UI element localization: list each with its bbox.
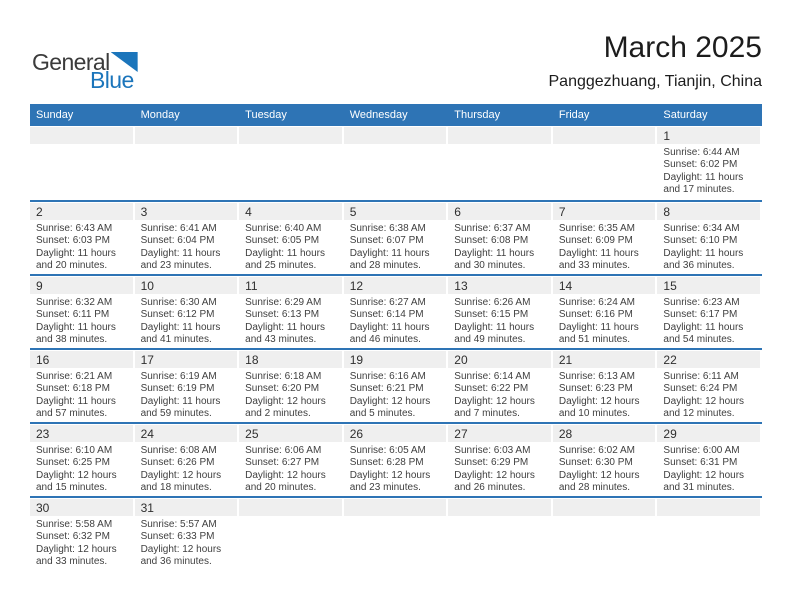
day-details	[30, 294, 135, 347]
day-number	[239, 127, 342, 144]
sunrise-text: Sunrise: 6:19 AM	[140, 371, 217, 382]
day-details	[135, 442, 240, 495]
day-details	[553, 294, 658, 347]
weekday-header: Sunday	[36, 109, 74, 121]
day-number: 4	[239, 203, 342, 220]
sunset-text: Sunset: 6:13 PM	[245, 309, 320, 321]
day-details	[239, 442, 344, 495]
day-number: 14	[553, 277, 656, 294]
day-number	[553, 127, 656, 144]
sunrise-text: Sunrise: 6:27 AM	[349, 297, 426, 308]
day-number	[344, 127, 447, 144]
sunset-text: Sunset: 6:32 PM	[36, 531, 110, 543]
day-cell	[135, 498, 240, 570]
daylight-text: Daylight: 12 hours and 26 minutes.	[454, 469, 535, 494]
day-number: 3	[135, 203, 238, 220]
daylight-text: Daylight: 11 hours and 30 minutes.	[454, 247, 535, 272]
daylight-text: Daylight: 12 hours and 23 minutes.	[349, 469, 431, 494]
sunset-text: Sunset: 6:04 PM	[140, 235, 215, 247]
day-number: 16	[30, 351, 133, 368]
sunrise-text: Sunrise: 5:57 AM	[140, 519, 217, 530]
day-cell	[553, 276, 658, 348]
day-number: 7	[553, 203, 656, 220]
sunset-text: Sunset: 6:33 PM	[140, 531, 215, 543]
sunset-text: Sunset: 6:05 PM	[245, 235, 320, 247]
day-cell	[135, 276, 240, 348]
day-number: 26	[344, 425, 447, 442]
week-row	[30, 200, 762, 274]
sunrise-text: Sunrise: 6:41 AM	[140, 223, 217, 234]
sunset-text: Sunset: 6:25 PM	[36, 457, 110, 469]
day-cell	[30, 276, 135, 348]
day-number: 5	[344, 203, 447, 220]
day-details	[135, 220, 240, 273]
empty-day-cell	[553, 126, 658, 200]
weekday-header: Friday	[558, 109, 590, 121]
empty-day-cell	[448, 126, 553, 200]
location-subtitle: Panggezhuang, Tianjin, China	[548, 73, 762, 90]
sunrise-text: Sunrise: 6:00 AM	[663, 445, 740, 456]
day-number: 28	[553, 425, 656, 442]
day-number	[553, 499, 656, 516]
day-cell	[657, 350, 762, 422]
day-number	[448, 127, 551, 144]
day-number	[657, 499, 760, 516]
day-cell	[30, 350, 135, 422]
day-details	[239, 294, 344, 347]
day-details	[30, 368, 135, 421]
daylight-text: Daylight: 12 hours and 36 minutes.	[140, 543, 222, 568]
day-cell	[553, 350, 658, 422]
sunrise-text: Sunrise: 6:18 AM	[245, 371, 322, 382]
sunset-text: Sunset: 6:30 PM	[558, 457, 633, 469]
week-row	[30, 422, 762, 496]
sunset-text: Sunset: 6:20 PM	[245, 383, 320, 395]
sunset-text: Sunset: 6:21 PM	[349, 383, 424, 395]
week-row	[30, 348, 762, 422]
day-details	[30, 516, 135, 569]
day-number: 24	[135, 425, 238, 442]
weeks-container	[30, 126, 762, 570]
day-number: 31	[135, 499, 238, 516]
day-number	[30, 127, 133, 144]
day-number: 19	[344, 351, 447, 368]
day-number: 20	[448, 351, 551, 368]
day-number: 6	[448, 203, 551, 220]
sunrise-text: Sunrise: 6:23 AM	[663, 297, 740, 308]
sunrise-text: Sunrise: 6:16 AM	[349, 371, 426, 382]
sunrise-text: Sunrise: 6:06 AM	[245, 445, 322, 456]
day-cell	[344, 424, 449, 496]
daylight-text: Daylight: 12 hours and 20 minutes.	[245, 469, 326, 494]
sunrise-text: Sunrise: 6:29 AM	[245, 297, 322, 308]
day-details	[344, 294, 449, 347]
day-cell	[448, 276, 553, 348]
sunset-text: Sunset: 6:27 PM	[245, 457, 320, 469]
day-number: 25	[239, 425, 342, 442]
sunset-text: Sunset: 6:10 PM	[663, 235, 738, 247]
empty-day-cell	[30, 126, 135, 200]
daylight-text: Daylight: 11 hours and 49 minutes.	[454, 321, 535, 346]
day-number	[239, 499, 342, 516]
sunset-text: Sunset: 6:22 PM	[454, 383, 529, 395]
sunrise-text: Sunrise: 6:05 AM	[349, 445, 426, 456]
sunrise-text: Sunrise: 6:11 AM	[663, 371, 739, 382]
sunrise-text: Sunrise: 6:26 AM	[454, 297, 531, 308]
weekday-header: Thursday	[454, 109, 501, 121]
daylight-text: Daylight: 11 hours and 28 minutes.	[349, 247, 430, 272]
day-number: 21	[553, 351, 656, 368]
daylight-text: Daylight: 11 hours and 41 minutes.	[140, 321, 221, 346]
sunset-text: Sunset: 6:26 PM	[140, 457, 215, 469]
day-number: 30	[30, 499, 133, 516]
weekday-header-row	[30, 104, 762, 126]
daylight-text: Daylight: 12 hours and 10 minutes.	[558, 395, 640, 420]
empty-day-cell	[239, 498, 344, 570]
day-details	[553, 220, 658, 273]
day-cell	[239, 202, 344, 274]
day-cell	[239, 350, 344, 422]
day-details	[239, 220, 344, 273]
day-cell	[448, 350, 553, 422]
daylight-text: Daylight: 11 hours and 20 minutes.	[36, 247, 116, 272]
daylight-text: Daylight: 11 hours and 38 minutes.	[36, 321, 116, 346]
daylight-text: Daylight: 11 hours and 51 minutes.	[558, 321, 639, 346]
daylight-text: Daylight: 12 hours and 5 minutes.	[349, 395, 431, 420]
sunset-text: Sunset: 6:15 PM	[454, 309, 529, 321]
day-cell	[657, 126, 762, 200]
day-details	[135, 294, 240, 347]
day-details	[239, 368, 344, 421]
day-cell	[30, 424, 135, 496]
daylight-text: Daylight: 11 hours and 43 minutes.	[245, 321, 325, 346]
general-blue-logo	[32, 49, 138, 93]
daylight-text: Daylight: 11 hours and 54 minutes.	[663, 321, 744, 346]
day-number: 9	[30, 277, 133, 294]
calendar-grid	[30, 104, 762, 570]
day-details	[657, 220, 762, 273]
empty-day-cell	[344, 498, 449, 570]
day-details	[135, 516, 240, 569]
day-number	[448, 499, 551, 516]
sunrise-text: Sunrise: 6:24 AM	[558, 297, 635, 308]
sunset-text: Sunset: 6:24 PM	[663, 383, 738, 395]
daylight-text: Daylight: 12 hours and 15 minutes.	[36, 469, 117, 494]
sunset-text: Sunset: 6:08 PM	[454, 235, 529, 247]
empty-day-cell	[448, 498, 553, 570]
day-cell	[135, 424, 240, 496]
day-details	[30, 220, 135, 273]
sunset-text: Sunset: 6:09 PM	[558, 235, 633, 247]
daylight-text: Daylight: 11 hours and 57 minutes.	[36, 395, 116, 420]
day-number: 1	[657, 127, 760, 144]
title-block	[549, 32, 763, 91]
sunrise-text: Sunrise: 6:14 AM	[454, 371, 531, 382]
day-cell	[344, 350, 449, 422]
sunrise-text: Sunrise: 6:21 AM	[36, 371, 113, 382]
day-cell	[135, 202, 240, 274]
sunrise-text: Sunrise: 6:35 AM	[558, 223, 635, 234]
day-number	[344, 499, 447, 516]
day-details	[553, 442, 658, 495]
sunset-text: Sunset: 6:23 PM	[558, 383, 633, 395]
day-cell	[30, 202, 135, 274]
sunrise-text: Sunrise: 6:44 AM	[663, 147, 740, 158]
daylight-text: Daylight: 12 hours and 31 minutes.	[663, 469, 745, 494]
day-number: 29	[657, 425, 760, 442]
empty-day-cell	[344, 126, 449, 200]
day-cell	[657, 424, 762, 496]
day-number: 11	[239, 277, 342, 294]
sunrise-text: Sunrise: 6:34 AM	[663, 223, 740, 234]
day-details	[657, 144, 762, 197]
day-number: 12	[344, 277, 447, 294]
day-details	[448, 368, 553, 421]
empty-day-cell	[553, 498, 658, 570]
daylight-text: Daylight: 12 hours and 28 minutes.	[558, 469, 640, 494]
day-number: 17	[135, 351, 238, 368]
day-details	[135, 368, 240, 421]
weekday-header: Tuesday	[245, 109, 287, 121]
day-number: 10	[135, 277, 238, 294]
daylight-text: Daylight: 11 hours and 59 minutes.	[140, 395, 221, 420]
sunrise-text: Sunrise: 6:38 AM	[349, 223, 426, 234]
day-details	[657, 442, 762, 495]
daylight-text: Daylight: 12 hours and 2 minutes.	[245, 395, 326, 420]
sunrise-text: Sunrise: 6:37 AM	[454, 223, 531, 234]
sunset-text: Sunset: 6:02 PM	[663, 159, 738, 171]
page-header	[30, 0, 762, 104]
page-title: March 2025	[603, 31, 762, 64]
daylight-text: Daylight: 11 hours and 33 minutes.	[558, 247, 639, 272]
day-details	[344, 220, 449, 273]
day-number: 13	[448, 277, 551, 294]
sunrise-text: Sunrise: 6:10 AM	[36, 445, 113, 456]
sunset-text: Sunset: 6:11 PM	[36, 309, 110, 321]
day-number: 2	[30, 203, 133, 220]
sunrise-text: Sunrise: 6:32 AM	[36, 297, 113, 308]
sunset-text: Sunset: 6:07 PM	[349, 235, 424, 247]
day-cell	[448, 424, 553, 496]
sunset-text: Sunset: 6:18 PM	[36, 383, 110, 395]
day-number: 22	[657, 351, 760, 368]
day-cell	[239, 424, 344, 496]
sunrise-text: Sunrise: 6:13 AM	[558, 371, 635, 382]
day-cell	[344, 276, 449, 348]
day-cell	[239, 276, 344, 348]
day-details	[553, 368, 658, 421]
week-row	[30, 496, 762, 570]
daylight-text: Daylight: 11 hours and 46 minutes.	[349, 321, 430, 346]
daylight-text: Daylight: 11 hours and 17 minutes.	[663, 171, 744, 196]
day-cell	[657, 276, 762, 348]
sunrise-text: Sunrise: 6:03 AM	[454, 445, 531, 456]
weekday-header: Wednesday	[349, 109, 408, 121]
sunset-text: Sunset: 6:31 PM	[663, 457, 738, 469]
day-cell	[135, 350, 240, 422]
daylight-text: Daylight: 12 hours and 33 minutes.	[36, 543, 117, 568]
logo-text-blue: Blue	[90, 67, 134, 93]
empty-day-cell	[657, 498, 762, 570]
day-cell	[553, 424, 658, 496]
sunset-text: Sunset: 6:03 PM	[36, 235, 110, 247]
week-row	[30, 274, 762, 348]
sunset-text: Sunset: 6:19 PM	[140, 383, 215, 395]
day-cell	[553, 202, 658, 274]
sunrise-text: Sunrise: 6:43 AM	[36, 223, 113, 234]
daylight-text: Daylight: 11 hours and 25 minutes.	[245, 247, 325, 272]
sunset-text: Sunset: 6:12 PM	[140, 309, 215, 321]
daylight-text: Daylight: 12 hours and 18 minutes.	[140, 469, 222, 494]
daylight-text: Daylight: 11 hours and 36 minutes.	[663, 247, 744, 272]
weekday-header: Monday	[140, 109, 180, 121]
empty-day-cell	[239, 126, 344, 200]
sunrise-text: Sunrise: 6:08 AM	[140, 445, 217, 456]
weekday-header: Saturday	[663, 109, 708, 121]
sunrise-text: Sunrise: 5:58 AM	[36, 519, 113, 530]
day-details	[30, 442, 135, 495]
daylight-text: Daylight: 12 hours and 12 minutes.	[663, 395, 745, 420]
day-cell	[30, 498, 135, 570]
day-cell	[448, 202, 553, 274]
day-cell	[344, 202, 449, 274]
daylight-text: Daylight: 11 hours and 23 minutes.	[140, 247, 221, 272]
day-number: 8	[657, 203, 760, 220]
day-number: 27	[448, 425, 551, 442]
day-details	[448, 442, 553, 495]
week-row	[30, 126, 762, 200]
day-cell	[657, 202, 762, 274]
logo-text-general: General	[32, 49, 110, 75]
day-number: 23	[30, 425, 133, 442]
daylight-text: Daylight: 12 hours and 7 minutes.	[454, 395, 535, 420]
sunrise-text: Sunrise: 6:02 AM	[558, 445, 635, 456]
day-details	[448, 220, 553, 273]
empty-day-cell	[135, 126, 240, 200]
sunrise-text: Sunrise: 6:30 AM	[140, 297, 217, 308]
sunset-text: Sunset: 6:14 PM	[349, 309, 424, 321]
sunset-text: Sunset: 6:28 PM	[349, 457, 424, 469]
day-details	[344, 442, 449, 495]
day-number: 15	[657, 277, 760, 294]
day-number	[135, 127, 238, 144]
sunset-text: Sunset: 6:16 PM	[558, 309, 633, 321]
day-details	[448, 294, 553, 347]
day-details	[657, 368, 762, 421]
day-details	[344, 368, 449, 421]
sunset-text: Sunset: 6:17 PM	[663, 309, 738, 321]
sunrise-text: Sunrise: 6:40 AM	[245, 223, 322, 234]
day-details	[657, 294, 762, 347]
day-number: 18	[239, 351, 342, 368]
sunset-text: Sunset: 6:29 PM	[454, 457, 529, 469]
